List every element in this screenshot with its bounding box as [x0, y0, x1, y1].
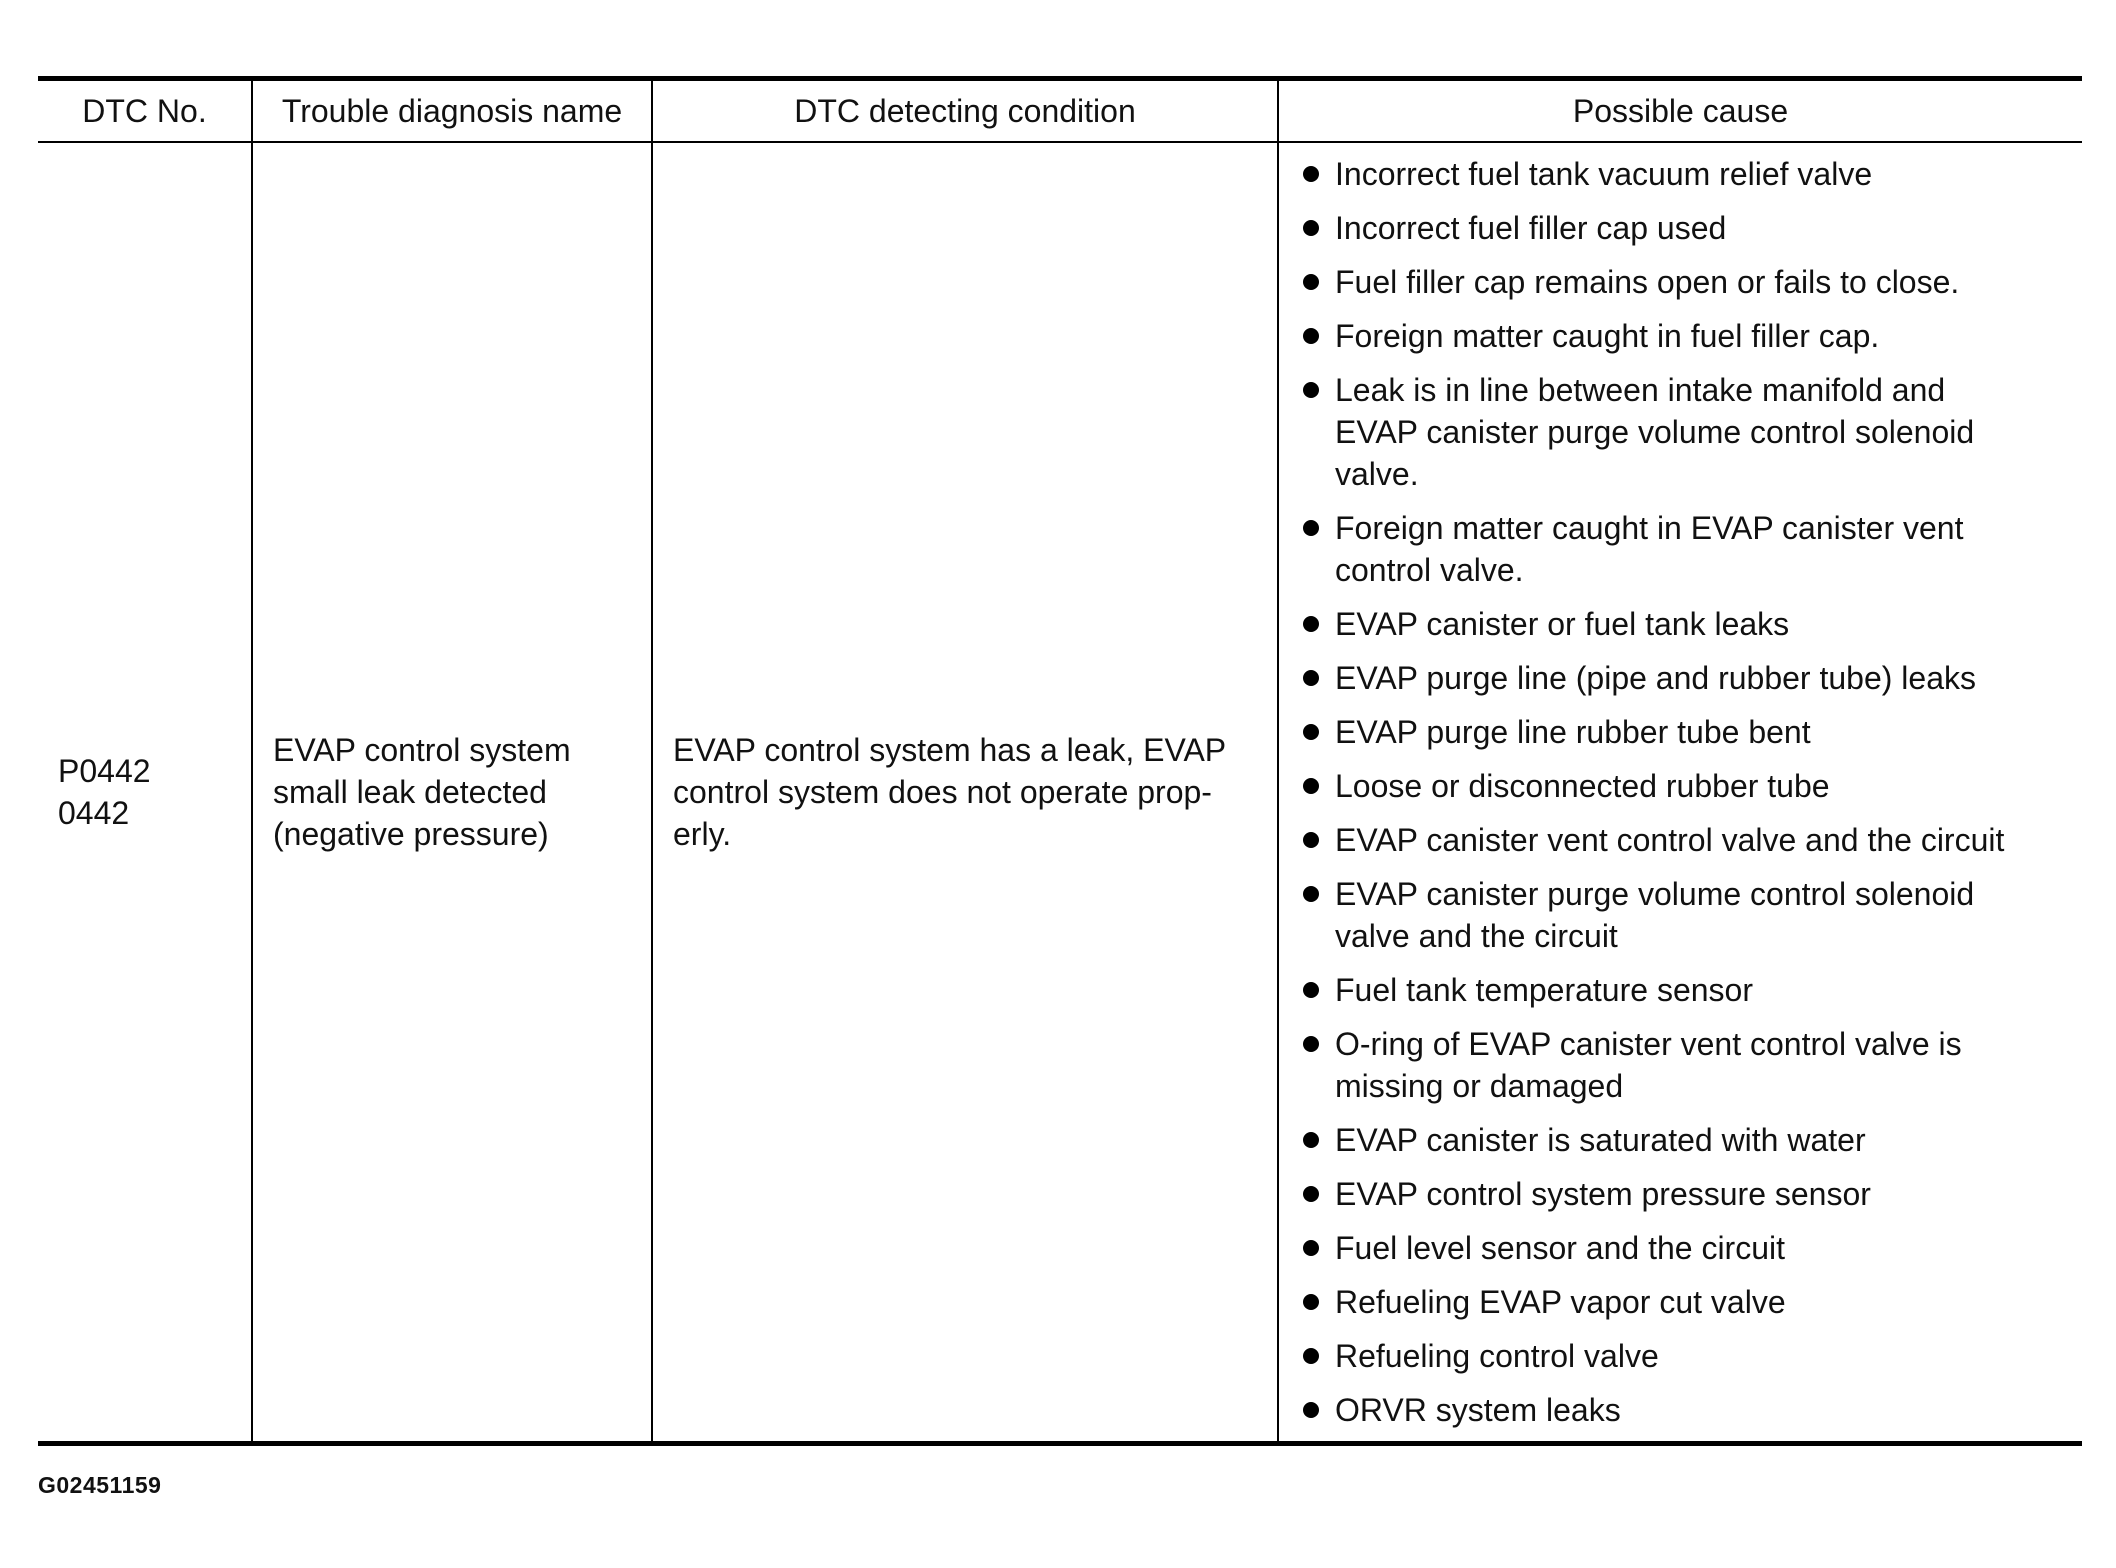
bullet-icon: [1303, 328, 1319, 344]
table-header: [38, 79, 2082, 143]
cause-text-line: Refueling EVAP vapor cut valve: [1335, 1284, 1786, 1320]
bullet-icon: [1303, 1402, 1319, 1418]
cause-text-line: Fuel tank temperature sensor: [1335, 972, 1753, 1008]
cause-text-line: Foreign matter caught in EVAP canister vent: [1335, 510, 1964, 546]
cause-text-line: EVAP canister is saturated with water: [1335, 1122, 1866, 1158]
cause-text-line: Loose or disconnected rubber tube: [1335, 768, 1830, 804]
cause-text-line: missing or damaged: [1335, 1068, 1624, 1104]
bullet-icon: [1303, 1036, 1319, 1052]
cause-item: [1303, 1119, 2066, 1161]
header-trouble-name: Trouble diagnosis name: [252, 79, 652, 143]
table-body: [38, 142, 2082, 1444]
cause-item: [1303, 711, 2066, 753]
cause-text-line: Foreign matter caught in fuel filler cap.: [1335, 318, 1880, 354]
trouble-name-line: small leak detected: [273, 774, 547, 810]
cause-text-line: Fuel filler cap remains open or fails to close.: [1335, 264, 1960, 300]
cause-text-line: Refueling control valve: [1335, 1338, 1659, 1374]
bullet-icon: [1303, 1294, 1319, 1310]
dtc-code-cell: [38, 142, 252, 1444]
header-detecting-condition: DTC detecting condition: [652, 79, 1278, 143]
cause-item: [1303, 765, 2066, 807]
cause-item: [1303, 153, 2066, 195]
bullet-icon: [1303, 982, 1319, 998]
trouble-name-line: EVAP control system: [273, 732, 571, 768]
cause-item: [1303, 657, 2066, 699]
cause-text-line: control valve.: [1335, 552, 1524, 588]
condition-line: erly.: [673, 816, 732, 852]
header-dtc-no: DTC No.: [38, 79, 252, 143]
bullet-icon: [1303, 166, 1319, 182]
bullet-icon: [1303, 382, 1319, 398]
cause-text-line: Fuel level sensor and the circuit: [1335, 1230, 1785, 1266]
cause-text-line: O-ring of EVAP canister vent control valve is: [1335, 1026, 1962, 1062]
bullet-icon: [1303, 886, 1319, 902]
cause-text-line: EVAP canister or fuel tank leaks: [1335, 606, 1790, 642]
bullet-icon: [1303, 220, 1319, 236]
possible-cause-cell: [1278, 142, 2082, 1444]
cause-text-line: valve and the circuit: [1335, 918, 1618, 954]
header-possible-cause: Possible cause: [1278, 79, 2082, 143]
cause-item: [1303, 873, 2066, 957]
cause-text-line: ORVR system leaks: [1335, 1392, 1621, 1428]
bullet-icon: [1303, 520, 1319, 536]
bullet-icon: [1303, 274, 1319, 290]
cause-text-line: EVAP purge line (pipe and rubber tube) leaks: [1335, 660, 1976, 696]
cause-item: [1303, 1389, 2066, 1431]
cause-text-line: EVAP purge line rubber tube bent: [1335, 714, 1811, 750]
bullet-icon: [1303, 1348, 1319, 1364]
detecting-condition-cell: [652, 142, 1278, 1444]
cause-item: [1303, 1335, 2066, 1377]
bullet-icon: [1303, 832, 1319, 848]
condition-line: EVAP control system has a leak, EVAP: [673, 732, 1227, 768]
cause-item: [1303, 207, 2066, 249]
bullet-icon: [1303, 1186, 1319, 1202]
bullet-icon: [1303, 724, 1319, 740]
cause-item: [1303, 1023, 2066, 1107]
cause-item: [1303, 969, 2066, 1011]
bullet-icon: [1303, 670, 1319, 686]
cause-text-line: Incorrect fuel tank vacuum relief valve: [1335, 156, 1873, 192]
cause-text-line: EVAP canister purge volume control solenoid: [1335, 414, 1975, 450]
header-row: [38, 79, 2082, 143]
cause-item: [1303, 1173, 2066, 1215]
bullet-icon: [1303, 778, 1319, 794]
possible-cause-list: [1303, 153, 2066, 1431]
cause-item: [1303, 603, 2066, 645]
dtc-table: [38, 76, 2082, 1446]
dtc-code: 0442: [58, 795, 130, 831]
cause-text-line: EVAP control system pressure sensor: [1335, 1176, 1871, 1212]
condition-line: control system does not operate prop-: [673, 774, 1212, 810]
cause-item: [1303, 507, 2066, 591]
cause-item: [1303, 819, 2066, 861]
cause-item: [1303, 1281, 2066, 1323]
bullet-icon: [1303, 1240, 1319, 1256]
cause-text-line: Incorrect fuel filler cap used: [1335, 210, 1727, 246]
cause-text-line: EVAP canister vent control valve and the circuit: [1335, 822, 2005, 858]
trouble-name-cell: [252, 142, 652, 1444]
figure-id: G02451159: [38, 1472, 162, 1498]
cause-item: [1303, 1227, 2066, 1269]
table-row: [38, 142, 2082, 1444]
cause-text-line: EVAP canister purge volume control solenoid: [1335, 876, 1975, 912]
trouble-name-line: (negative pressure): [273, 816, 549, 852]
bullet-icon: [1303, 616, 1319, 632]
cause-item: [1303, 315, 2066, 357]
cause-text-line: valve.: [1335, 456, 1419, 492]
cause-item: [1303, 261, 2066, 303]
cause-text-line: Leak is in line between intake manifold and: [1335, 372, 1946, 408]
dtc-code: P0442: [58, 753, 151, 789]
cause-item: [1303, 369, 2066, 495]
bullet-icon: [1303, 1132, 1319, 1148]
